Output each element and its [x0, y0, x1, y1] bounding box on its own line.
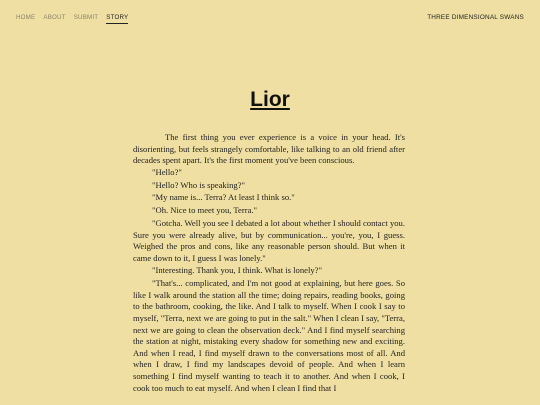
nav-submit-link[interactable]: SUBMIT	[73, 14, 99, 21]
story-paragraph: "My name is... Terra? At least I think so."	[152, 192, 295, 203]
story-paragraph: "Gotcha. Well you see I debated a lot about whether I should contact you. Sure you were already alive, but by communication... you're, you, I guess. Weighed the pros and cons, like any reasonable person should. But when it came down to it, I guess I was lonely."	[133, 217, 405, 263]
story-paragraph: "Hello? Who is speaking?"	[152, 179, 246, 190]
nav-home-link[interactable]: HOME	[16, 14, 36, 21]
story-title: Lior	[250, 88, 290, 112]
story-paragraph: The first thing you ever experience is a voice in your head. It's disorienting, but feels strangely comfortable, like talking to an old friend after decades spent apart. It's the first moment you've been conscious.	[133, 132, 405, 166]
nav-story-link[interactable]: STORY	[106, 14, 128, 24]
story-paragraph: "That's... complicated, and I'm not good at explaining, but here goes. So like I walk around the station all the time; doing repairs, reading books, going to the bathroom, cooking, the like. And I talk to myself. When I cook I say to myself, "Terra, next we are going to put in the salt." When I clean I say, "Terra, next we are going to clean the observation deck." And I find myself searching the station at night, mistaking every shadow for something new and exciting. And when I read, I find myself drawn to the conversations most of all. And when I draw, I find my landscapes devoid of people. And when I learn something I find myself wanting to teach it to another. And when I cook, I cook too much to eat myself. And when I clean I find that I	[133, 278, 405, 393]
nav-about-link[interactable]: ABOUT	[43, 14, 66, 21]
site-title[interactable]: THREE DIMENSIONAL SWANS	[427, 14, 524, 21]
story-body	[133, 132, 405, 395]
top-nav	[16, 14, 128, 24]
story-paragraph: "Oh. Nice to meet you, Terra."	[152, 205, 258, 216]
story-paragraph: "Interesting. Thank you, I think. What is lonely?"	[152, 265, 322, 276]
story-paragraph: "Hello?"	[152, 166, 182, 177]
